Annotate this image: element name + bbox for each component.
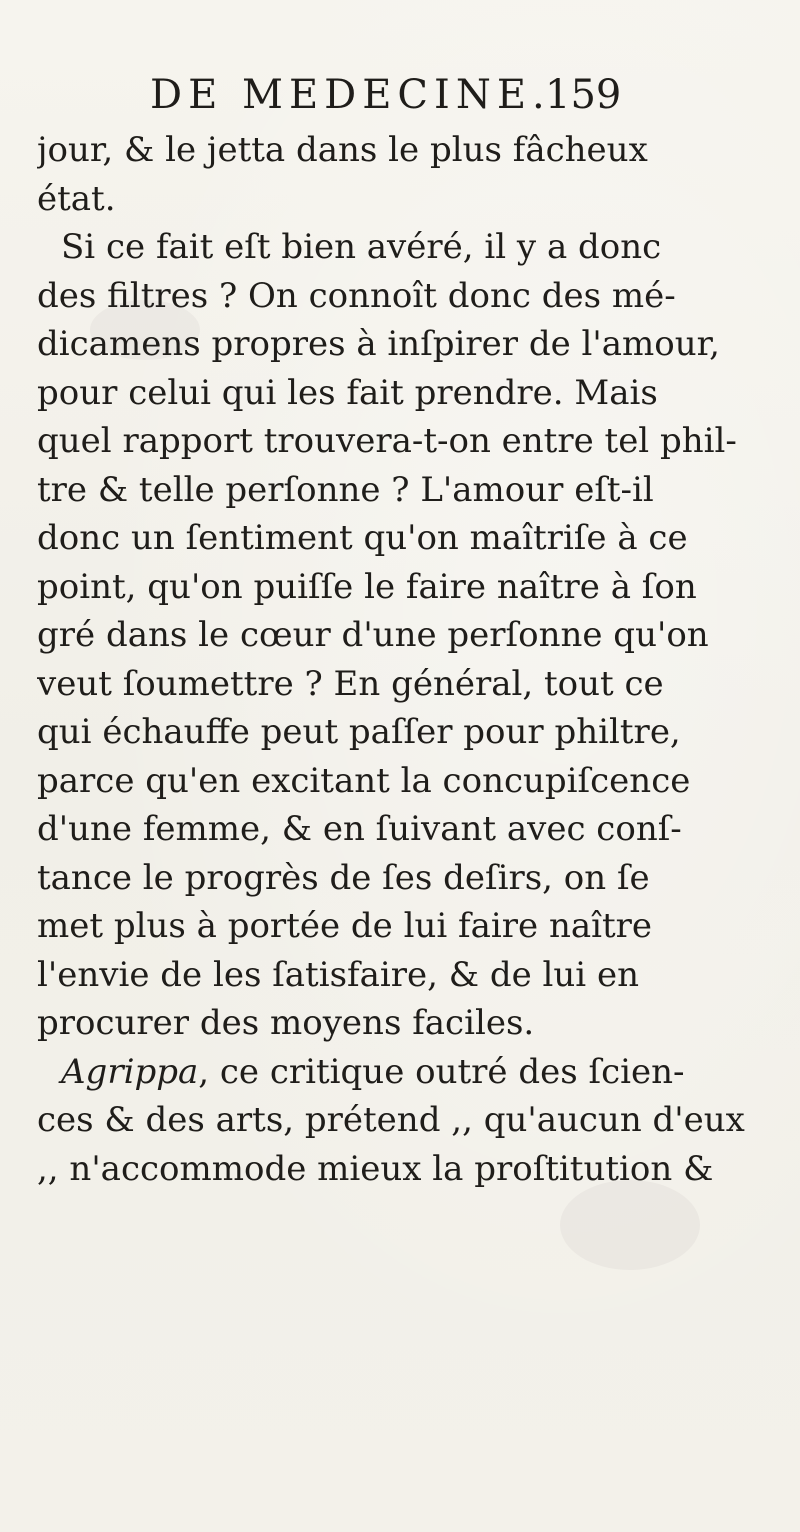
text-line: qui échauffe peut paſſer pour philtre, bbox=[37, 712, 681, 752]
paper-stain bbox=[560, 1180, 700, 1270]
text-line: l'envie de les ſatisfaire, & de lui en bbox=[37, 954, 639, 995]
text-line: met plus à portée de lui faire naître bbox=[37, 906, 653, 946]
text-line: jour, & le jetta dans le plus fâcheux bbox=[37, 130, 648, 170]
page-number: 159 bbox=[545, 72, 622, 118]
text-line: ces & des arts, prétend ,, qu'aucun d'eux bbox=[37, 1100, 745, 1140]
text-line: tance le progrès de ſes deſirs, on ſe bbox=[37, 857, 650, 898]
text-line: procurer des moyens faciles. bbox=[37, 1003, 535, 1043]
text-line: état. bbox=[37, 178, 116, 219]
text-line: veut ſoumettre ? En général, tout ce bbox=[37, 663, 664, 704]
text-line: point, qu'on puiſſe le faire naître à ſon bbox=[37, 566, 697, 607]
text-line: pour celui qui les fait prendre. Mais bbox=[37, 372, 658, 413]
running-head: DE MEDECINE. bbox=[150, 72, 551, 118]
text-line: quel rapport trouvera-t-on entre tel phil- bbox=[37, 421, 737, 461]
text-line: gré dans le cœur d'une perſonne qu'on bbox=[37, 615, 709, 655]
text-line: dicamens propres à inſpirer de l'amour, bbox=[37, 324, 720, 364]
text-line: parce qu'en excitant la concupiſcence bbox=[37, 760, 691, 801]
body-text bbox=[37, 126, 777, 1193]
text-line: d'une femme, & en ſuivant avec conſ- bbox=[37, 809, 682, 849]
text-line: des filtres ? On connoît donc des mé- bbox=[37, 275, 676, 316]
page-header bbox=[150, 70, 670, 120]
text-line: Si ce fait eſt bien avéré, il y a donc bbox=[61, 227, 662, 267]
text-run: , ce critique outré des ſcien- bbox=[198, 1051, 685, 1092]
text-line: tre & telle perſonne ? L'amour eſt-il bbox=[37, 469, 654, 510]
text-line: ,, n'accommode mieux la proſtitution & bbox=[37, 1148, 714, 1189]
text-line bbox=[37, 1048, 777, 1097]
text-line: donc un ſentiment qu'on maîtriſe à ce bbox=[37, 518, 688, 558]
author-name: Agrippa bbox=[61, 1051, 199, 1092]
